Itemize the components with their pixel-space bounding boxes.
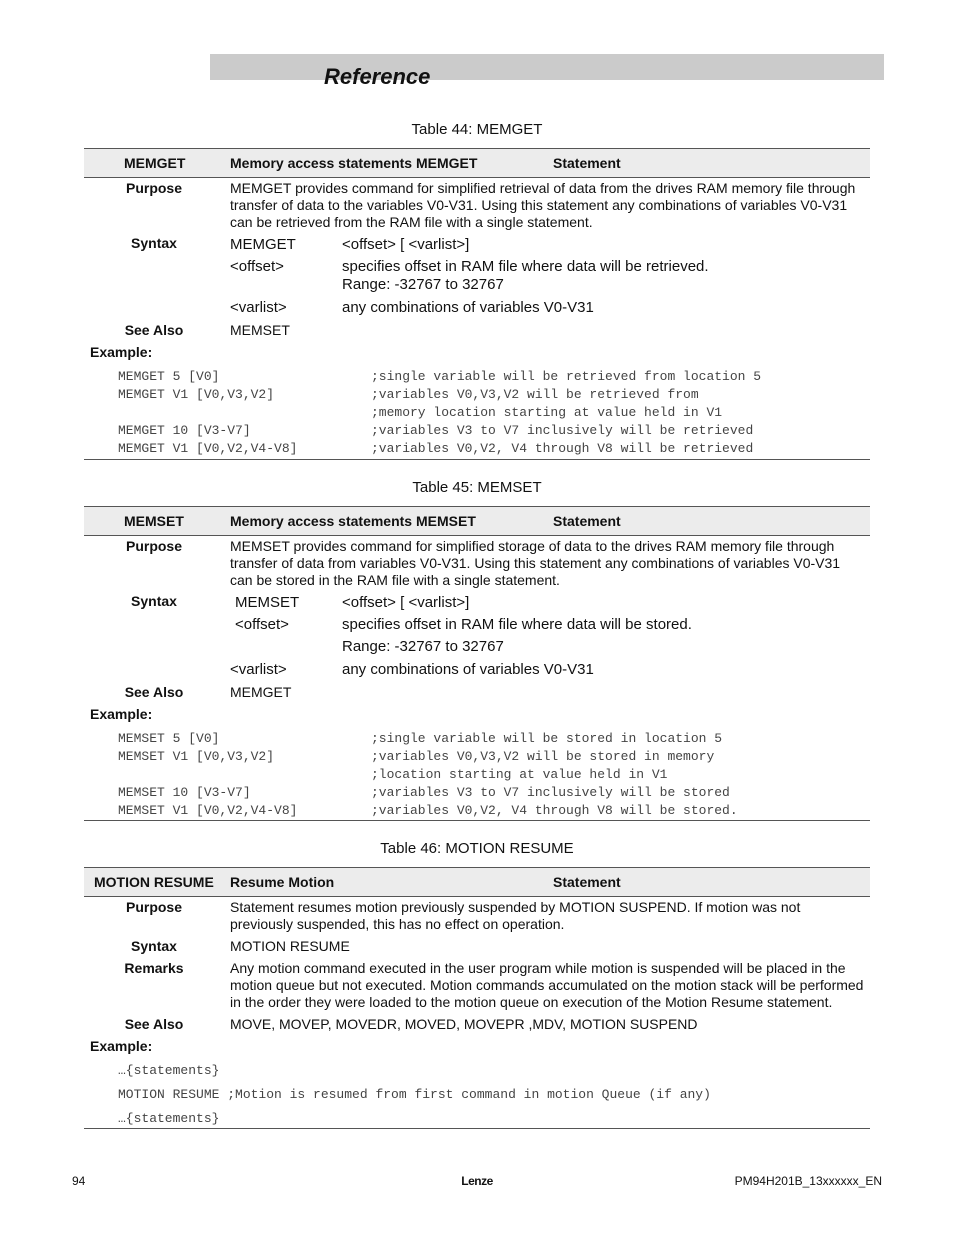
- code-comment: ;single variable will be retrieved from location 5: [371, 369, 762, 384]
- purpose-label: Purpose: [125, 538, 182, 554]
- code-comment: ;variables V0,V2, V4 through V8 will be stored.: [371, 803, 738, 818]
- header-cell-type: Statement: [553, 874, 621, 890]
- purpose-text: Statement resumes motion previously suspended by MOTION SUSPEND. If motion was not previously suspended, this has no effect on operation.: [230, 899, 801, 932]
- syntax-desc: <offset> [ <varlist>]: [342, 594, 470, 611]
- syntax-desc: specifies offset in RAM file where data will be stored.: [342, 616, 692, 633]
- code-comment: ;variables V0,V2, V4 through V8 will be retrieved: [371, 441, 754, 456]
- header-cell-type: Statement: [553, 155, 621, 171]
- syntax-label: Syntax: [131, 235, 177, 251]
- example-label: Example:: [90, 1038, 153, 1054]
- code-line: …{statements}: [118, 1063, 220, 1078]
- header-cell-description: Resume Motion: [230, 874, 335, 890]
- example-label: Example:: [90, 706, 153, 722]
- table-44-header: [84, 148, 870, 178]
- code-command: MEMSET V1 [V0,V2,V4-V8]: [118, 803, 298, 818]
- table-45-header: [84, 506, 870, 536]
- seealso-text: MOVE, MOVEP, MOVEDR, MOVED, MOVEPR ,MDV, MOTION SUSPEND: [230, 1016, 698, 1032]
- brand-logo: Lenze: [461, 1174, 493, 1188]
- remarks-text: Any motion command executed in the user program while motion is suspended will be placed in the motion queue but not executed. Motion commands accumulated on the motion stack will be performed in the order they were loaded to the motion queue on execution of the Motion Resume statement.: [230, 960, 864, 1010]
- code-command: MEMGET 10 [V3-V7]: [118, 423, 251, 438]
- code-comment: ;variables V0,V3,V2 will be retrieved from: [371, 387, 699, 402]
- code-command: MEMSET 5 [V0]: [118, 731, 220, 746]
- syntax-desc: Range: -32767 to 32767: [342, 638, 504, 655]
- table-45-bottom-rule: [84, 820, 870, 821]
- syntax-label: Syntax: [131, 938, 177, 954]
- syntax-desc: any combinations of variables V0-V31: [342, 661, 594, 678]
- syntax-desc: any combinations of variables V0-V31: [342, 299, 594, 316]
- syntax-term: MEMSET: [235, 594, 300, 611]
- header-cell-command: MOTION RESUME: [94, 874, 214, 890]
- syntax-term: <varlist>: [230, 661, 287, 678]
- remarks-label: Remarks: [124, 960, 184, 976]
- syntax-term: <offset>: [235, 616, 289, 633]
- code-command: MEMGET V1 [V0,V3,V2]: [118, 387, 275, 402]
- code-comment: ;variables V3 to V7 inclusively will be retrieved: [371, 423, 754, 438]
- syntax-term: <offset>: [230, 258, 284, 275]
- header-cell-type: Statement: [553, 513, 621, 529]
- code-command: MEMSET 10 [V3-V7]: [118, 785, 251, 800]
- code-comment: ;variables V3 to V7 inclusively will be stored: [371, 785, 730, 800]
- syntax-term: MEMGET: [230, 236, 296, 253]
- code-command: MEMSET V1 [V0,V3,V2]: [118, 749, 275, 764]
- document-id: PM94H201B_13xxxxxx_EN: [734, 1174, 882, 1188]
- code-comment: ;location starting at value held in V1: [371, 767, 668, 782]
- seealso-text: MEMGET: [230, 684, 292, 700]
- code-command: MEMGET V1 [V0,V2,V4-V8]: [118, 441, 298, 456]
- seealso-label: See Also: [124, 684, 184, 700]
- code-command: MEMGET 5 [V0]: [118, 369, 220, 384]
- table-46-bottom-rule: [84, 1128, 870, 1129]
- table-45-caption: Table 45: MEMSET: [412, 479, 542, 496]
- header-cell-command: MEMGET: [124, 155, 186, 171]
- syntax-label: Syntax: [131, 593, 177, 609]
- purpose-label: Purpose: [125, 899, 182, 915]
- syntax-term: <varlist>: [230, 299, 287, 316]
- code-comment: ;single variable will be stored in location 5: [371, 731, 723, 746]
- header-cell-description: Memory access statements MEMSET: [230, 513, 476, 529]
- table-46-header: [84, 867, 870, 897]
- syntax-desc: Range: -32767 to 32767: [342, 276, 504, 293]
- code-line: MOTION RESUME ;Motion is resumed from first command in motion Queue (if any): [118, 1087, 711, 1102]
- code-line: …{statements}: [118, 1111, 220, 1126]
- seealso-label: See Also: [124, 1016, 184, 1032]
- syntax-desc: <offset> [ <varlist>]: [342, 236, 470, 253]
- syntax-text: MOTION RESUME: [230, 938, 350, 954]
- seealso-text: MEMSET: [230, 322, 290, 338]
- example-label: Example:: [90, 344, 153, 360]
- purpose-text: MEMGET provides command for simplified retrieval of data from the drives RAM memory file through transfer of data to the variables V0-V31. Using this statement any combinations of variables V0-V31 can be retrieved from the RAM file with a single statement.: [230, 180, 856, 230]
- table-46-caption: Table 46: MOTION RESUME: [380, 840, 574, 857]
- purpose-label: Purpose: [125, 180, 182, 196]
- table-44-bottom-rule: [84, 459, 870, 460]
- code-comment: ;memory location starting at value held in V1: [371, 405, 723, 420]
- page-title: Reference: [324, 64, 431, 89]
- table-44-caption: Table 44: MEMGET: [411, 121, 543, 138]
- header-bar: [210, 54, 884, 80]
- header-cell-command: MEMSET: [124, 513, 184, 529]
- code-comment: ;variables V0,V3,V2 will be stored in memory: [371, 749, 715, 764]
- purpose-text: MEMSET provides command for simplified storage of data to the drives RAM memory file through transfer of data from variables V0-V31. Using this statement any combinations of variables V0-V31 can be stored in the RAM file with a single statement.: [230, 538, 841, 588]
- page-number: 94: [72, 1174, 86, 1188]
- seealso-label: See Also: [124, 322, 184, 338]
- header-cell-description: Memory access statements MEMGET: [230, 155, 478, 171]
- syntax-desc: specifies offset in RAM file where data will be retrieved.: [342, 258, 709, 275]
